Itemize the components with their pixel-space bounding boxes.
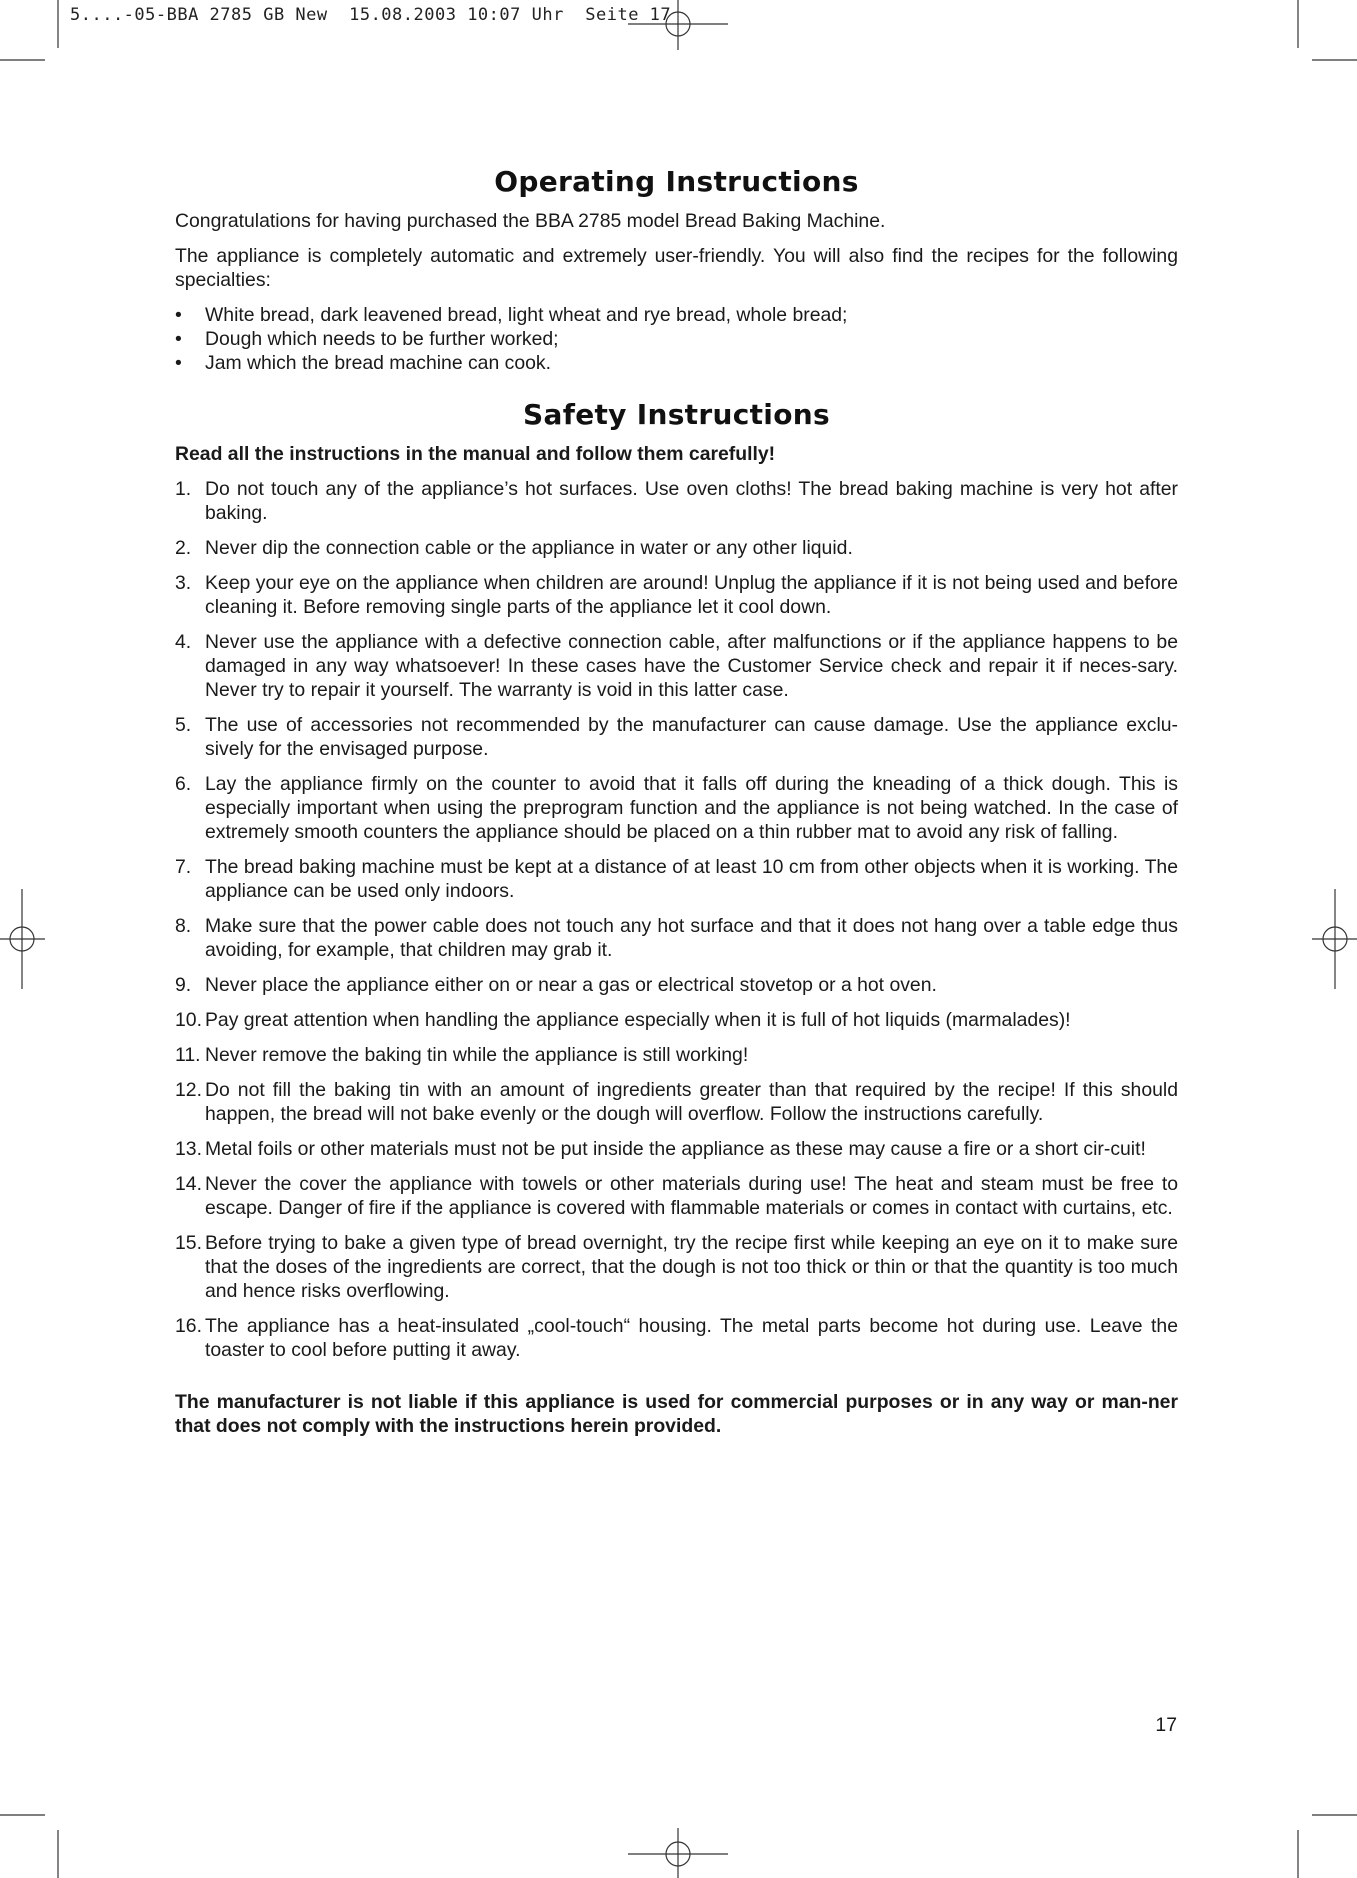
liability-disclaimer: The manufacturer is not liable if this appliance is used for commercial purposes or in any way or man-ner that does not comply with the instructions herein provided. [175, 1391, 1178, 1437]
list-item: • Jam which the bread machine can cook. [175, 351, 1178, 375]
list-item [175, 477, 1178, 525]
item-text: Do not touch any of the appliance’s hot surfaces. Use oven cloths! The bread baking machine is very hot after baking. [205, 478, 1178, 524]
list-item: • Dough which needs to be further worked; [175, 327, 1178, 351]
item-number: 14. [175, 1173, 202, 1195]
item-number: 7. [175, 856, 192, 878]
operating-instructions-title: Operating Instructions [494, 165, 859, 198]
item-text: Lay the appliance firmly on the counter to avoid that it falls off during the kneading of a thick dough. This is especially important when using the preprogram function and the appliance is not being watched. In the case of extremely smooth counters the appliance should be placed on a thin rubber mat to avoid any risk of falling. [205, 773, 1178, 843]
item-number: 3. [175, 572, 192, 594]
item-text: Never place the appliance either on or near a gas or electrical stovetop or a hot oven. [205, 974, 937, 996]
list-item [175, 630, 1178, 702]
item-text: Before trying to bake a given type of bread overnight, try the recipe first while keeping an eye on it to make sure that the doses of the ingredients are correct, that the dough is not too thick or thin or that the quantity is too much and hence risks overflowing. [205, 1232, 1178, 1302]
registration-mark-bottom [628, 1828, 728, 1878]
page-content [175, 165, 1178, 1449]
item-number: 13. [175, 1138, 202, 1160]
item-number: 9. [175, 974, 192, 996]
page-number: 17 [1155, 1714, 1177, 1736]
registration-mark-left [0, 889, 45, 989]
list-item [175, 1043, 1178, 1067]
item-text: Metal foils or other materials must not be put inside the appliance as these may cause a fire or a short cir-cuit! [205, 1138, 1146, 1160]
item-number: 8. [175, 915, 192, 937]
list-item [175, 1172, 1178, 1220]
item-text: Never dip the connection cable or the appliance in water or any other liquid. [205, 537, 853, 559]
list-item [175, 855, 1178, 903]
intro-paragraph: The appliance is completely automatic and extremely user-friendly. You will also find the recipes for the following specialties: [175, 245, 1178, 291]
item-number: 12. [175, 1079, 202, 1101]
item-text: The use of accessories not recommended by the manufacturer can cause damage. Use the appliance exclu-sively for the envisaged purpose. [205, 714, 1178, 760]
list-item [175, 914, 1178, 962]
list-item [175, 973, 1178, 997]
list-item [175, 1231, 1178, 1303]
item-number: 1. [175, 478, 192, 500]
item-number: 16. [175, 1315, 202, 1337]
item-number: 11. [175, 1044, 201, 1066]
item-number: 5. [175, 714, 192, 736]
item-text: Never remove the baking tin while the appliance is still working! [205, 1044, 749, 1066]
item-number: 4. [175, 631, 192, 653]
registration-mark-right [1312, 889, 1357, 989]
list-item [175, 1008, 1178, 1032]
item-number: 10. [175, 1009, 202, 1031]
item-text: Never the cover the appliance with towels or other materials during use! The heat and steam must be free to escape. Danger of fire if the appliance is covered with flammable materials or comes in contact with curtains, etc. [205, 1173, 1178, 1219]
list-item: • White bread, dark leavened bread, light wheat and rye bread, whole bread; [175, 303, 1178, 327]
item-number: 15. [175, 1232, 202, 1254]
print-slug-line: 5....-05-BBA 2785 GB New 15.08.2003 10:07 Uhr Seite 17 [70, 5, 672, 25]
item-text: Never use the appliance with a defective connection cable, after malfunctions or if the appliance happens to be damaged in any way whatsoever! In these cases have the Customer Service check and repair it if neces-sary. Never try to repair it yourself. The warranty is void in this latter case. [205, 631, 1178, 701]
list-item [175, 571, 1178, 619]
specialties-list [175, 303, 1178, 375]
list-item [175, 772, 1178, 844]
item-number: 6. [175, 773, 192, 795]
item-text: Make sure that the power cable does not touch any hot surface and that it does not hang over a table edge thus avoiding, for example, that children may grab it. [205, 915, 1178, 961]
safety-intro: Read all the instructions in the manual and follow them carefully! [175, 443, 776, 465]
list-item [175, 1137, 1178, 1161]
item-text: The bread baking machine must be kept at a distance of at least 10 cm from other objects when it is working. The appliance can be used only indoors. [205, 856, 1178, 902]
item-text: Pay great attention when handling the appliance especially when it is full of hot liquids (marmalades)! [205, 1009, 1071, 1031]
list-item [175, 713, 1178, 761]
item-text: Keep your eye on the appliance when children are around! Unplug the appliance if it is not being used and before cleaning it. Before removing single parts of the appliance let it cool down. [205, 572, 1178, 618]
item-text: The appliance has a heat-insulated „cool-touch“ housing. The metal parts become hot during use. Leave the toaster to cool before putting it away. [205, 1315, 1178, 1361]
list-item [175, 1078, 1178, 1126]
item-number: 2. [175, 537, 192, 559]
list-item [175, 1314, 1178, 1362]
safety-list [175, 477, 1178, 1362]
item-text: Do not fill the baking tin with an amount of ingredients greater than that required by the recipe! If this should happen, the bread will not bake evenly or the dough will overflow. Follow the instructions carefully. [205, 1079, 1178, 1125]
safety-instructions-title: Safety Instructions [523, 398, 830, 431]
intro-paragraph: Congratulations for having purchased the BBA 2785 model Bread Baking Machine. [175, 210, 886, 232]
list-item [175, 536, 1178, 560]
